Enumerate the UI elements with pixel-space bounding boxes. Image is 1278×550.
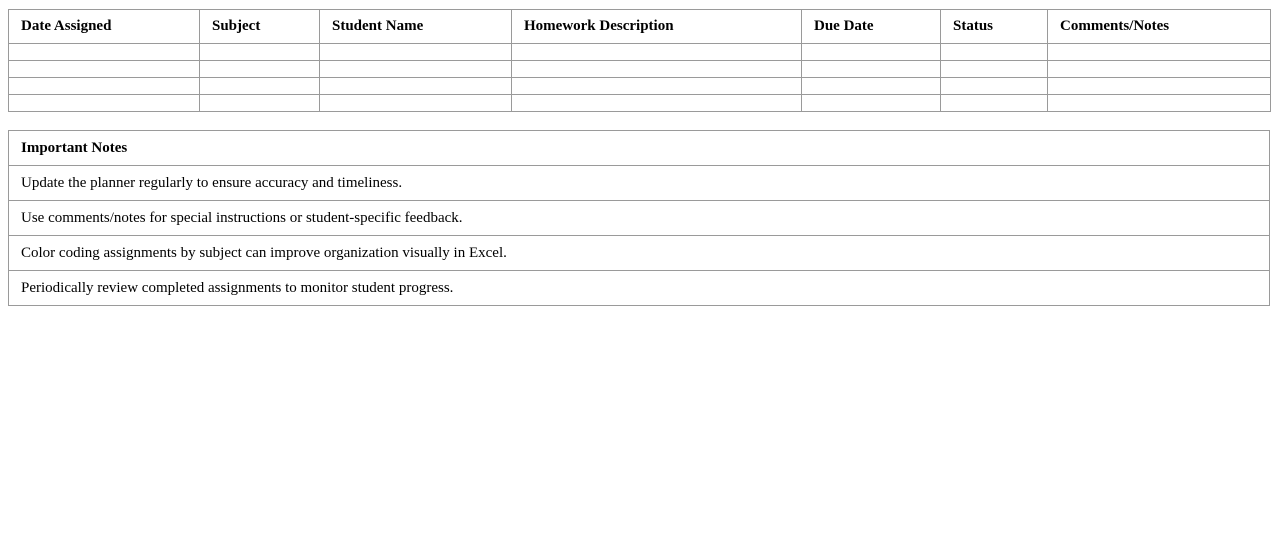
table-cell[interactable]	[941, 78, 1048, 95]
table-cell[interactable]	[1048, 44, 1271, 61]
table-cell[interactable]	[200, 95, 320, 112]
table-cell[interactable]	[941, 95, 1048, 112]
table-cell[interactable]	[802, 44, 941, 61]
table-cell[interactable]	[9, 44, 200, 61]
table-cell[interactable]	[1048, 95, 1271, 112]
important-notes-table	[8, 130, 1270, 306]
table-cell[interactable]	[512, 78, 802, 95]
table-cell[interactable]	[1048, 78, 1271, 95]
table-cell[interactable]	[200, 78, 320, 95]
table-cell[interactable]	[512, 44, 802, 61]
table-cell[interactable]	[9, 78, 200, 95]
table-row	[9, 78, 1271, 95]
column-header-due-date: Due Date	[802, 10, 941, 44]
table-cell[interactable]	[941, 44, 1048, 61]
table-cell[interactable]	[320, 44, 512, 61]
table-cell[interactable]	[941, 61, 1048, 78]
note-row	[9, 236, 1270, 271]
table-cell[interactable]	[320, 61, 512, 78]
note-item: Use comments/notes for special instructions or student-specific feedback.	[9, 201, 1270, 236]
table-cell[interactable]	[1048, 61, 1271, 78]
table-row	[9, 61, 1271, 78]
column-header-status: Status	[941, 10, 1048, 44]
note-row	[9, 166, 1270, 201]
table-cell[interactable]	[802, 61, 941, 78]
column-header-subject: Subject	[200, 10, 320, 44]
table-cell[interactable]	[802, 95, 941, 112]
note-item: Periodically review completed assignments to monitor student progress.	[9, 271, 1270, 306]
table-cell[interactable]	[512, 95, 802, 112]
table-cell[interactable]	[200, 44, 320, 61]
table-row	[9, 95, 1271, 112]
table-cell[interactable]	[802, 78, 941, 95]
notes-title: Important Notes	[9, 131, 1270, 166]
table-cell[interactable]	[512, 61, 802, 78]
planner-header-row	[9, 10, 1271, 44]
note-item: Update the planner regularly to ensure accuracy and timeliness.	[9, 166, 1270, 201]
table-cell[interactable]	[320, 78, 512, 95]
column-header-date-assigned: Date Assigned	[9, 10, 200, 44]
notes-header-row	[9, 131, 1270, 166]
column-header-student-name: Student Name	[320, 10, 512, 44]
table-cell[interactable]	[200, 61, 320, 78]
note-row	[9, 271, 1270, 306]
homework-planner-table	[8, 9, 1271, 112]
table-cell[interactable]	[320, 95, 512, 112]
column-header-comments-notes: Comments/Notes	[1048, 10, 1271, 44]
table-cell[interactable]	[9, 95, 200, 112]
note-item: Color coding assignments by subject can improve organization visually in Excel.	[9, 236, 1270, 271]
table-cell[interactable]	[9, 61, 200, 78]
column-header-homework-description: Homework Description	[512, 10, 802, 44]
note-row	[9, 201, 1270, 236]
table-row	[9, 44, 1271, 61]
